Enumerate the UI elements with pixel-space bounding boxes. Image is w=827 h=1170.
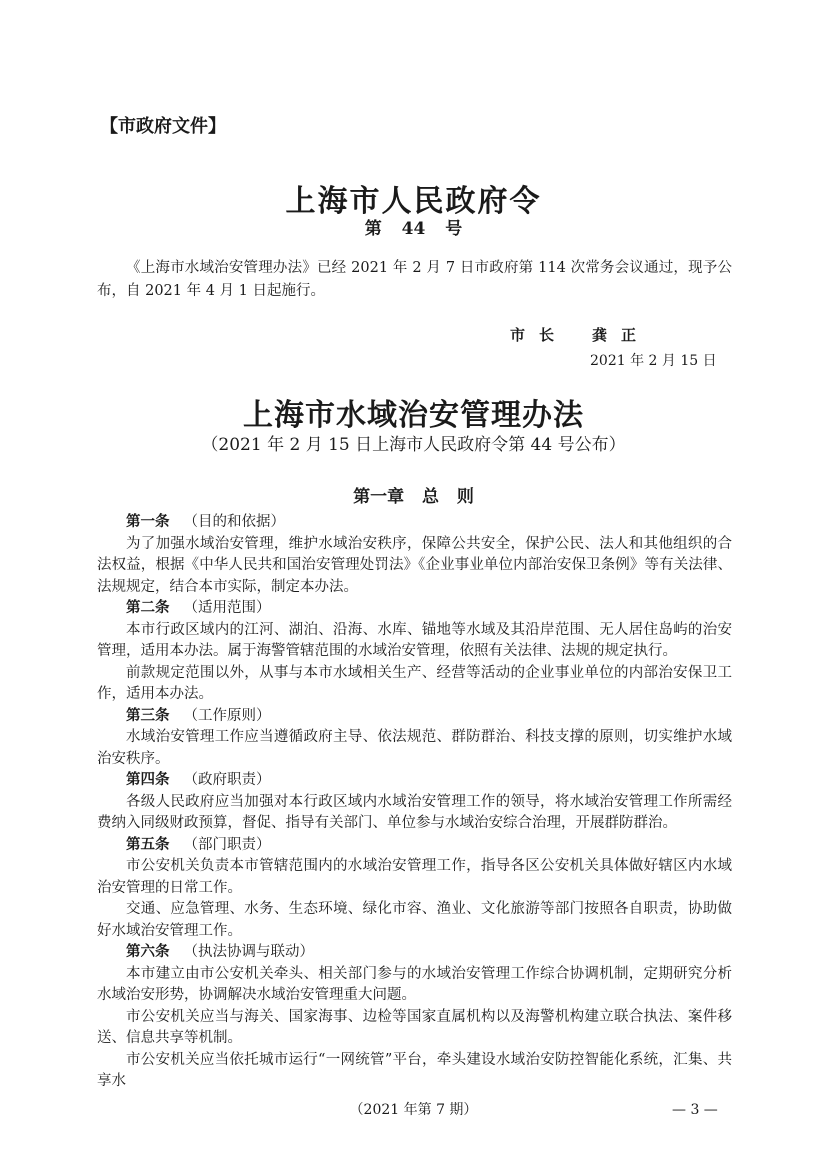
article-number: 第四条 bbox=[126, 772, 170, 788]
article-paragraph: 本市行政区域内的江河、湖泊、沿海、水库、锚地等水域及其沿岸范围、无人居住岛屿的治安管理，适用本办法。属于海警管辖范围的水域治安管理，依照有关法律、法规的规定执行。 bbox=[97, 621, 732, 659]
article-paragraph: 为了加强水域治安管理，维护水域治安秩序，保障公共安全，保护公民、法人和其他组织的合法权益，根据《中华人民共和国治安管理处罚法》《企业事业单位内部治安保卫条例》等有关法律、法规规定，结合本市实际，制定本办法。 bbox=[97, 535, 732, 595]
article-heading bbox=[97, 942, 732, 964]
page-number: — 3 — bbox=[672, 1102, 718, 1118]
article-number: 第三条 bbox=[126, 707, 170, 724]
order-title: 上海市人民政府令 bbox=[285, 184, 542, 219]
order-intro: 《上海市水域治安管理办法》已经 2021 年 2 月 7 日市政府第 114 次常务会议通过，现予公布，自 2021 年 4 月 1 日起施行。 bbox=[97, 260, 732, 299]
article-paragraph: 各级人民政府应当加强对本行政区域内水域治安管理工作的领导，将水域治安管理工作所需经费纳入同级财政预算，督促、指导有关部门、单位参与水域治安综合治理，开展群防群治。 bbox=[97, 793, 732, 831]
article-number: 第一条 bbox=[126, 514, 170, 530]
article-heading bbox=[97, 512, 732, 534]
section-tag: 【市政府文件】 bbox=[100, 116, 226, 137]
order-number: 第 44 号 bbox=[364, 219, 463, 239]
article-heading bbox=[97, 770, 732, 792]
article-topic: （政府职责） bbox=[183, 772, 271, 788]
article-topic: （工作原则） bbox=[183, 707, 271, 724]
article-topic: （适用范围） bbox=[183, 600, 271, 616]
article-topic: （目的和依据） bbox=[183, 514, 285, 530]
article-number: 第二条 bbox=[126, 600, 170, 616]
mayor-signature bbox=[510, 325, 650, 345]
article-topic: （执法协调与联动） bbox=[183, 944, 314, 960]
articles-body bbox=[97, 512, 732, 1093]
mayor-name: 龚正 bbox=[592, 326, 651, 344]
chapter-heading: 第一章 总 则 bbox=[353, 487, 474, 507]
article-heading bbox=[97, 598, 732, 620]
article-paragraph: 本市建立由市公安机关牵头、相关部门参与的水域治安管理工作综合协调机制，定期研究分析水域治安形势，协调解决水域治安管理重大问题。 bbox=[97, 965, 732, 1003]
signing-date: 2021 年 2 月 15 日 bbox=[590, 353, 717, 369]
article-number: 第五条 bbox=[126, 836, 170, 853]
article-paragraph: 前款规定范围以外，从事与本市水域相关生产、经营等活动的企业事业单位的内部治安保卫工作，适用本办法。 bbox=[97, 664, 732, 702]
mayor-label: 市长 bbox=[510, 326, 569, 344]
article-paragraph: 交通、应急管理、水务、生态环境、绿化市容、渔业、文化旅游等部门按照各自职责，协助做好水域治安管理工作。 bbox=[97, 901, 732, 939]
law-subtitle: （2021 年 2 月 15 日上海市人民政府令第 44 号公布） bbox=[201, 435, 626, 455]
law-title: 上海市水域治安管理办法 bbox=[243, 398, 584, 433]
article-topic: （部门职责） bbox=[183, 836, 271, 853]
footer-issue: （2021 年第 7 期） bbox=[349, 1102, 478, 1118]
article-paragraph: 市公安机关应当与海关、国家海事、边检等国家直属机构以及海警机构建立联合执法、案件移送、信息共享等机制。 bbox=[97, 1008, 732, 1046]
article-number: 第六条 bbox=[126, 944, 170, 960]
article-paragraph: 水域治安管理工作应当遵循政府主导、依法规范、群防群治、科技支撑的原则，切实维护水域治安秩序。 bbox=[97, 729, 732, 767]
article-heading bbox=[97, 835, 732, 857]
article-heading bbox=[97, 706, 732, 728]
article-paragraph: 市公安机关应当依托城市运行“一网统管”平台，牵头建设水域治安防控智能化系统，汇集、共享水 bbox=[97, 1051, 732, 1089]
article-paragraph: 市公安机关负责本市管辖范围内的水域治安管理工作，指导各区公安机关具体做好辖区内水域治安管理的日常工作。 bbox=[97, 858, 732, 896]
